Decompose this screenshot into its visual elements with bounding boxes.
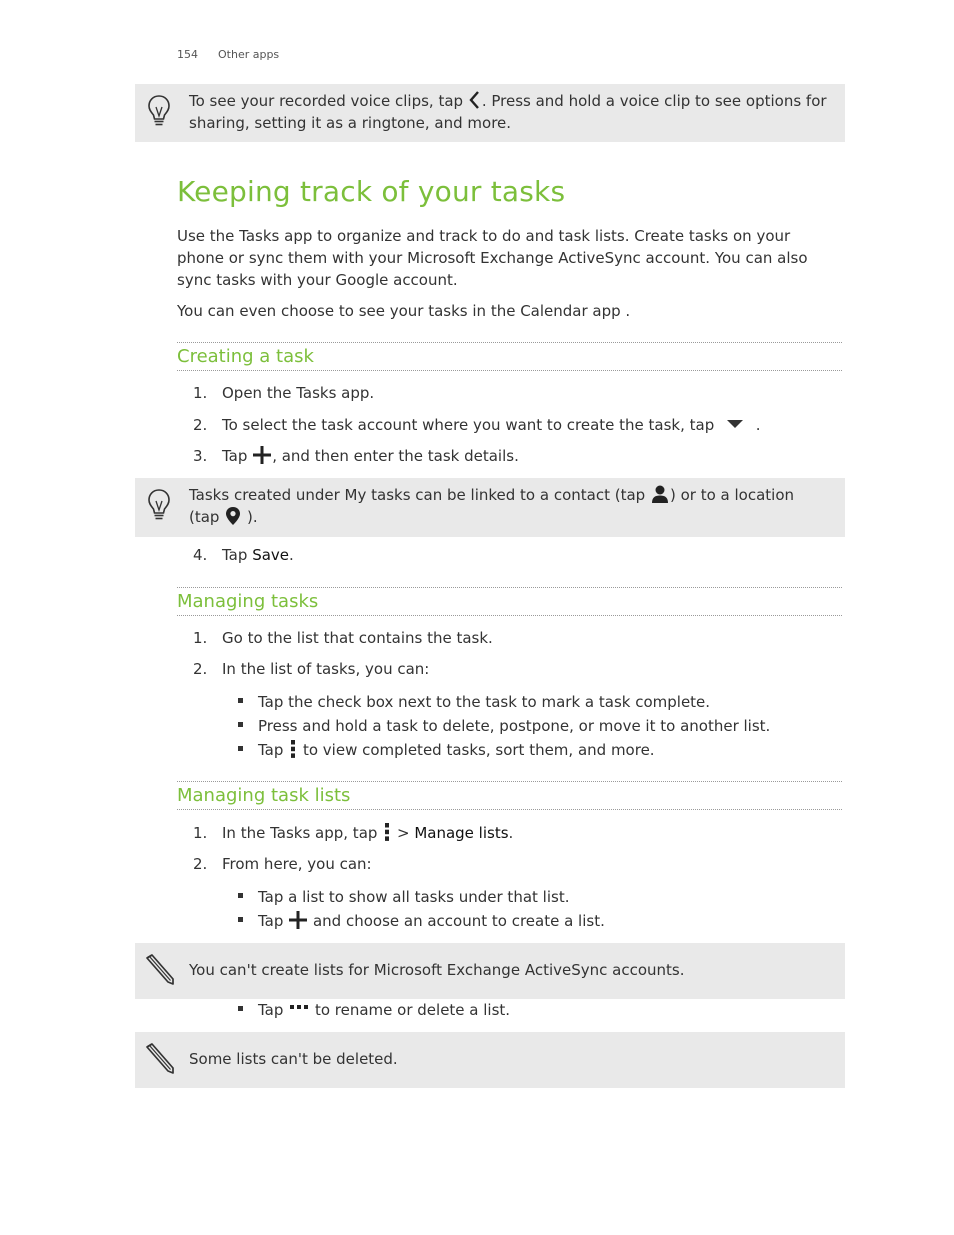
more-vertical-icon: [382, 822, 392, 842]
plus-icon: [252, 445, 272, 465]
save-label: Save: [252, 546, 290, 564]
person-icon: [650, 484, 670, 504]
tip-box-voice-clips: [135, 84, 845, 142]
intro-paragraph: Use the Tasks app to organize and track to do and task lists. Create tasks on your phone or sync them with your Microsoft Exchange ActiveSync account. You can also sync tasks with your Google account.: [177, 227, 808, 289]
lightbulb-icon: [147, 488, 171, 522]
section-name: Other apps: [218, 48, 280, 61]
list-item: Tap a list to show all tasks under that list.: [238, 886, 569, 908]
dropdown-arrow-icon: [719, 417, 751, 431]
managing-step-2: 2. In the list of tasks, you can:: [193, 660, 430, 678]
tip-box-linking: [135, 478, 845, 537]
page-header: [177, 44, 279, 66]
plus-icon: [288, 910, 308, 930]
list-item: Tap the check box next to the task to mark a task complete.: [238, 691, 710, 713]
more-vertical-icon: [288, 739, 298, 759]
managing-step-1: 1. Go to the list that contains the task.: [193, 629, 493, 647]
creating-step-2: 2. To select the task account where you want to create the task, tap .: [193, 416, 761, 434]
creating-step-4: 4. Tap Save.: [193, 546, 294, 564]
creating-step-1: 1. Open the Tasks app.: [193, 384, 375, 402]
calendar-paragraph: You can even choose to see your tasks in the Calendar app .: [177, 302, 631, 320]
section-heading-creating: Creating a task: [177, 342, 842, 371]
lists-step-2: 2. From here, you can:: [193, 855, 372, 873]
note-box-exchange: [135, 943, 845, 999]
creating-step-3: 3. Tap , and then enter the task details.: [193, 445, 519, 467]
list-item: Tap to view completed tasks, sort them, and more.: [238, 739, 655, 761]
note-text: You can't create lists for Microsoft Exchange ActiveSync accounts.: [189, 961, 685, 979]
list-item: Tap and choose an account to create a list.: [238, 910, 605, 932]
pencil-icon: [143, 1042, 175, 1074]
pencil-icon: [143, 953, 175, 985]
list-item: Tap to rename or delete a list.: [238, 999, 510, 1021]
page-title: Keeping track of your tasks: [177, 175, 566, 208]
note-text: Some lists can't be deleted.: [189, 1050, 398, 1068]
more-horizontal-icon: [288, 1002, 310, 1016]
list-item: Press and hold a task to delete, postpone, or move it to another list.: [238, 715, 770, 737]
page-number: 154: [177, 48, 198, 61]
location-pin-icon: [224, 506, 242, 526]
lightbulb-icon: [147, 94, 171, 128]
section-heading-managing-tasks: Managing tasks: [177, 587, 842, 616]
section-heading-managing-lists: Managing task lists: [177, 781, 842, 810]
lists-step-1: 1. In the Tasks app, tap > Manage lists.: [193, 822, 513, 844]
tip-text: To see your recorded voice clips, tap . Press and hold a voice clip to see options for sharing, setting it as a ringtone, and more.: [189, 90, 829, 134]
back-chevron-icon: [468, 90, 482, 110]
note-box-delete: [135, 1032, 845, 1088]
manage-lists-label: Manage lists: [414, 824, 509, 842]
tip-text: Tasks created under My tasks can be linked to a contact (tap ) or to a location (tap ).: [189, 484, 829, 528]
